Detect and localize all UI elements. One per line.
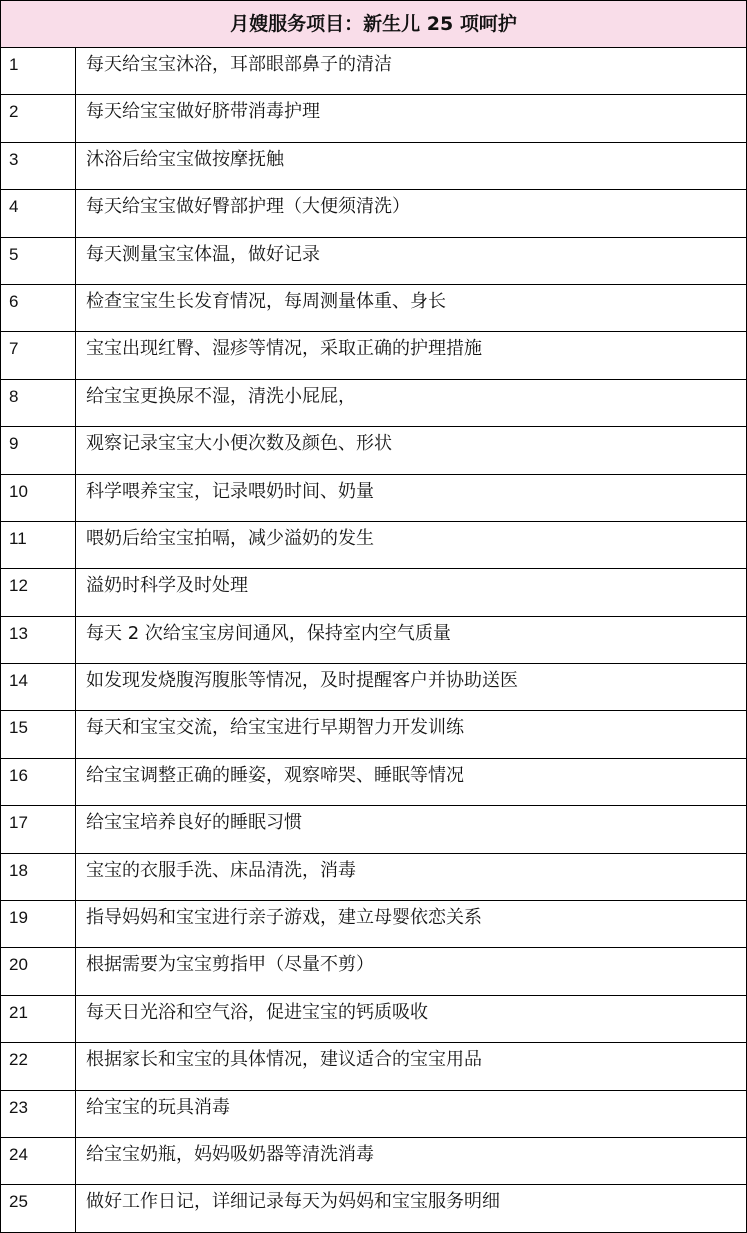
row-service-text: 每天 2 次给宝宝房间通风，保持室内空气质量 [76, 616, 747, 663]
row-number: 8 [1, 379, 76, 426]
table-row [1, 474, 747, 521]
table-row [1, 569, 747, 616]
row-service-text: 宝宝出现红臀、湿疹等情况，采取正确的护理措施 [76, 332, 747, 379]
row-service-text: 每天给宝宝沐浴，耳部眼部鼻子的清洁 [76, 48, 747, 95]
row-service-text: 沐浴后给宝宝做按摩抚触 [76, 142, 747, 189]
row-number: 21 [1, 995, 76, 1042]
table-row [1, 1185, 747, 1232]
table-row [1, 853, 747, 900]
table-row [1, 1090, 747, 1137]
row-number: 11 [1, 521, 76, 568]
table-row [1, 806, 747, 853]
table-row [1, 948, 747, 995]
row-service-text: 每天日光浴和空气浴，促进宝宝的钙质吸收 [76, 995, 747, 1042]
table-row [1, 95, 747, 142]
table-row [1, 758, 747, 805]
table-row [1, 237, 747, 284]
table-row [1, 616, 747, 663]
row-number: 7 [1, 332, 76, 379]
row-service-text: 给宝宝奶瓶，妈妈吸奶器等清洗消毒 [76, 1137, 747, 1184]
table-row [1, 711, 747, 758]
row-service-text: 根据家长和宝宝的具体情况，建议适合的宝宝用品 [76, 1043, 747, 1090]
row-service-text: 宝宝的衣服手洗、床品清洗，消毒 [76, 853, 747, 900]
table-row [1, 995, 747, 1042]
row-service-text: 给宝宝培养良好的睡眠习惯 [76, 806, 747, 853]
row-number: 3 [1, 142, 76, 189]
row-number: 9 [1, 427, 76, 474]
row-number: 5 [1, 237, 76, 284]
row-number: 19 [1, 901, 76, 948]
table-row [1, 427, 747, 474]
table-title: 月嫂服务项目：新生儿 25 项呵护 [1, 1, 747, 48]
row-service-text: 根据需要为宝宝剪指甲（尽量不剪） [76, 948, 747, 995]
row-service-text: 如发现发烧腹泻腹胀等情况，及时提醒客户并协助送医 [76, 664, 747, 711]
row-service-text: 溢奶时科学及时处理 [76, 569, 747, 616]
table-row [1, 1137, 747, 1184]
table-row [1, 901, 747, 948]
row-service-text: 指导妈妈和宝宝进行亲子游戏，建立母婴依恋关系 [76, 901, 747, 948]
row-number: 13 [1, 616, 76, 663]
table-row [1, 1043, 747, 1090]
row-number: 4 [1, 190, 76, 237]
row-service-text: 给宝宝更换尿不湿，清洗小屁屁， [76, 379, 747, 426]
row-service-text: 做好工作日记，详细记录每天为妈妈和宝宝服务明细 [76, 1185, 747, 1232]
table-row [1, 284, 747, 331]
row-service-text: 每天给宝宝做好臀部护理（大便须清洗） [76, 190, 747, 237]
row-number: 2 [1, 95, 76, 142]
row-number: 23 [1, 1090, 76, 1137]
row-number: 17 [1, 806, 76, 853]
row-number: 12 [1, 569, 76, 616]
row-service-text: 每天和宝宝交流，给宝宝进行早期智力开发训练 [76, 711, 747, 758]
table-title-row [1, 1, 747, 48]
table-row [1, 48, 747, 95]
row-number: 15 [1, 711, 76, 758]
row-number: 10 [1, 474, 76, 521]
row-number: 6 [1, 284, 76, 331]
row-service-text: 给宝宝调整正确的睡姿，观察啼哭、睡眠等情况 [76, 758, 747, 805]
table-row [1, 664, 747, 711]
row-number: 24 [1, 1137, 76, 1184]
row-number: 18 [1, 853, 76, 900]
row-service-text: 每天测量宝宝体温，做好记录 [76, 237, 747, 284]
row-service-text: 观察记录宝宝大小便次数及颜色、形状 [76, 427, 747, 474]
row-number: 1 [1, 48, 76, 95]
row-number: 14 [1, 664, 76, 711]
table-row [1, 332, 747, 379]
row-service-text: 喂奶后给宝宝拍嗝，减少溢奶的发生 [76, 521, 747, 568]
table-row [1, 379, 747, 426]
row-number: 20 [1, 948, 76, 995]
table-row [1, 142, 747, 189]
row-service-text: 检查宝宝生长发育情况，每周测量体重、身长 [76, 284, 747, 331]
row-service-text: 科学喂养宝宝，记录喂奶时间、奶量 [76, 474, 747, 521]
table-body [1, 48, 747, 1233]
row-number: 25 [1, 1185, 76, 1232]
table-row [1, 190, 747, 237]
row-number: 16 [1, 758, 76, 805]
table-row [1, 521, 747, 568]
row-service-text: 每天给宝宝做好脐带消毒护理 [76, 95, 747, 142]
row-service-text: 给宝宝的玩具消毒 [76, 1090, 747, 1137]
row-number: 22 [1, 1043, 76, 1090]
